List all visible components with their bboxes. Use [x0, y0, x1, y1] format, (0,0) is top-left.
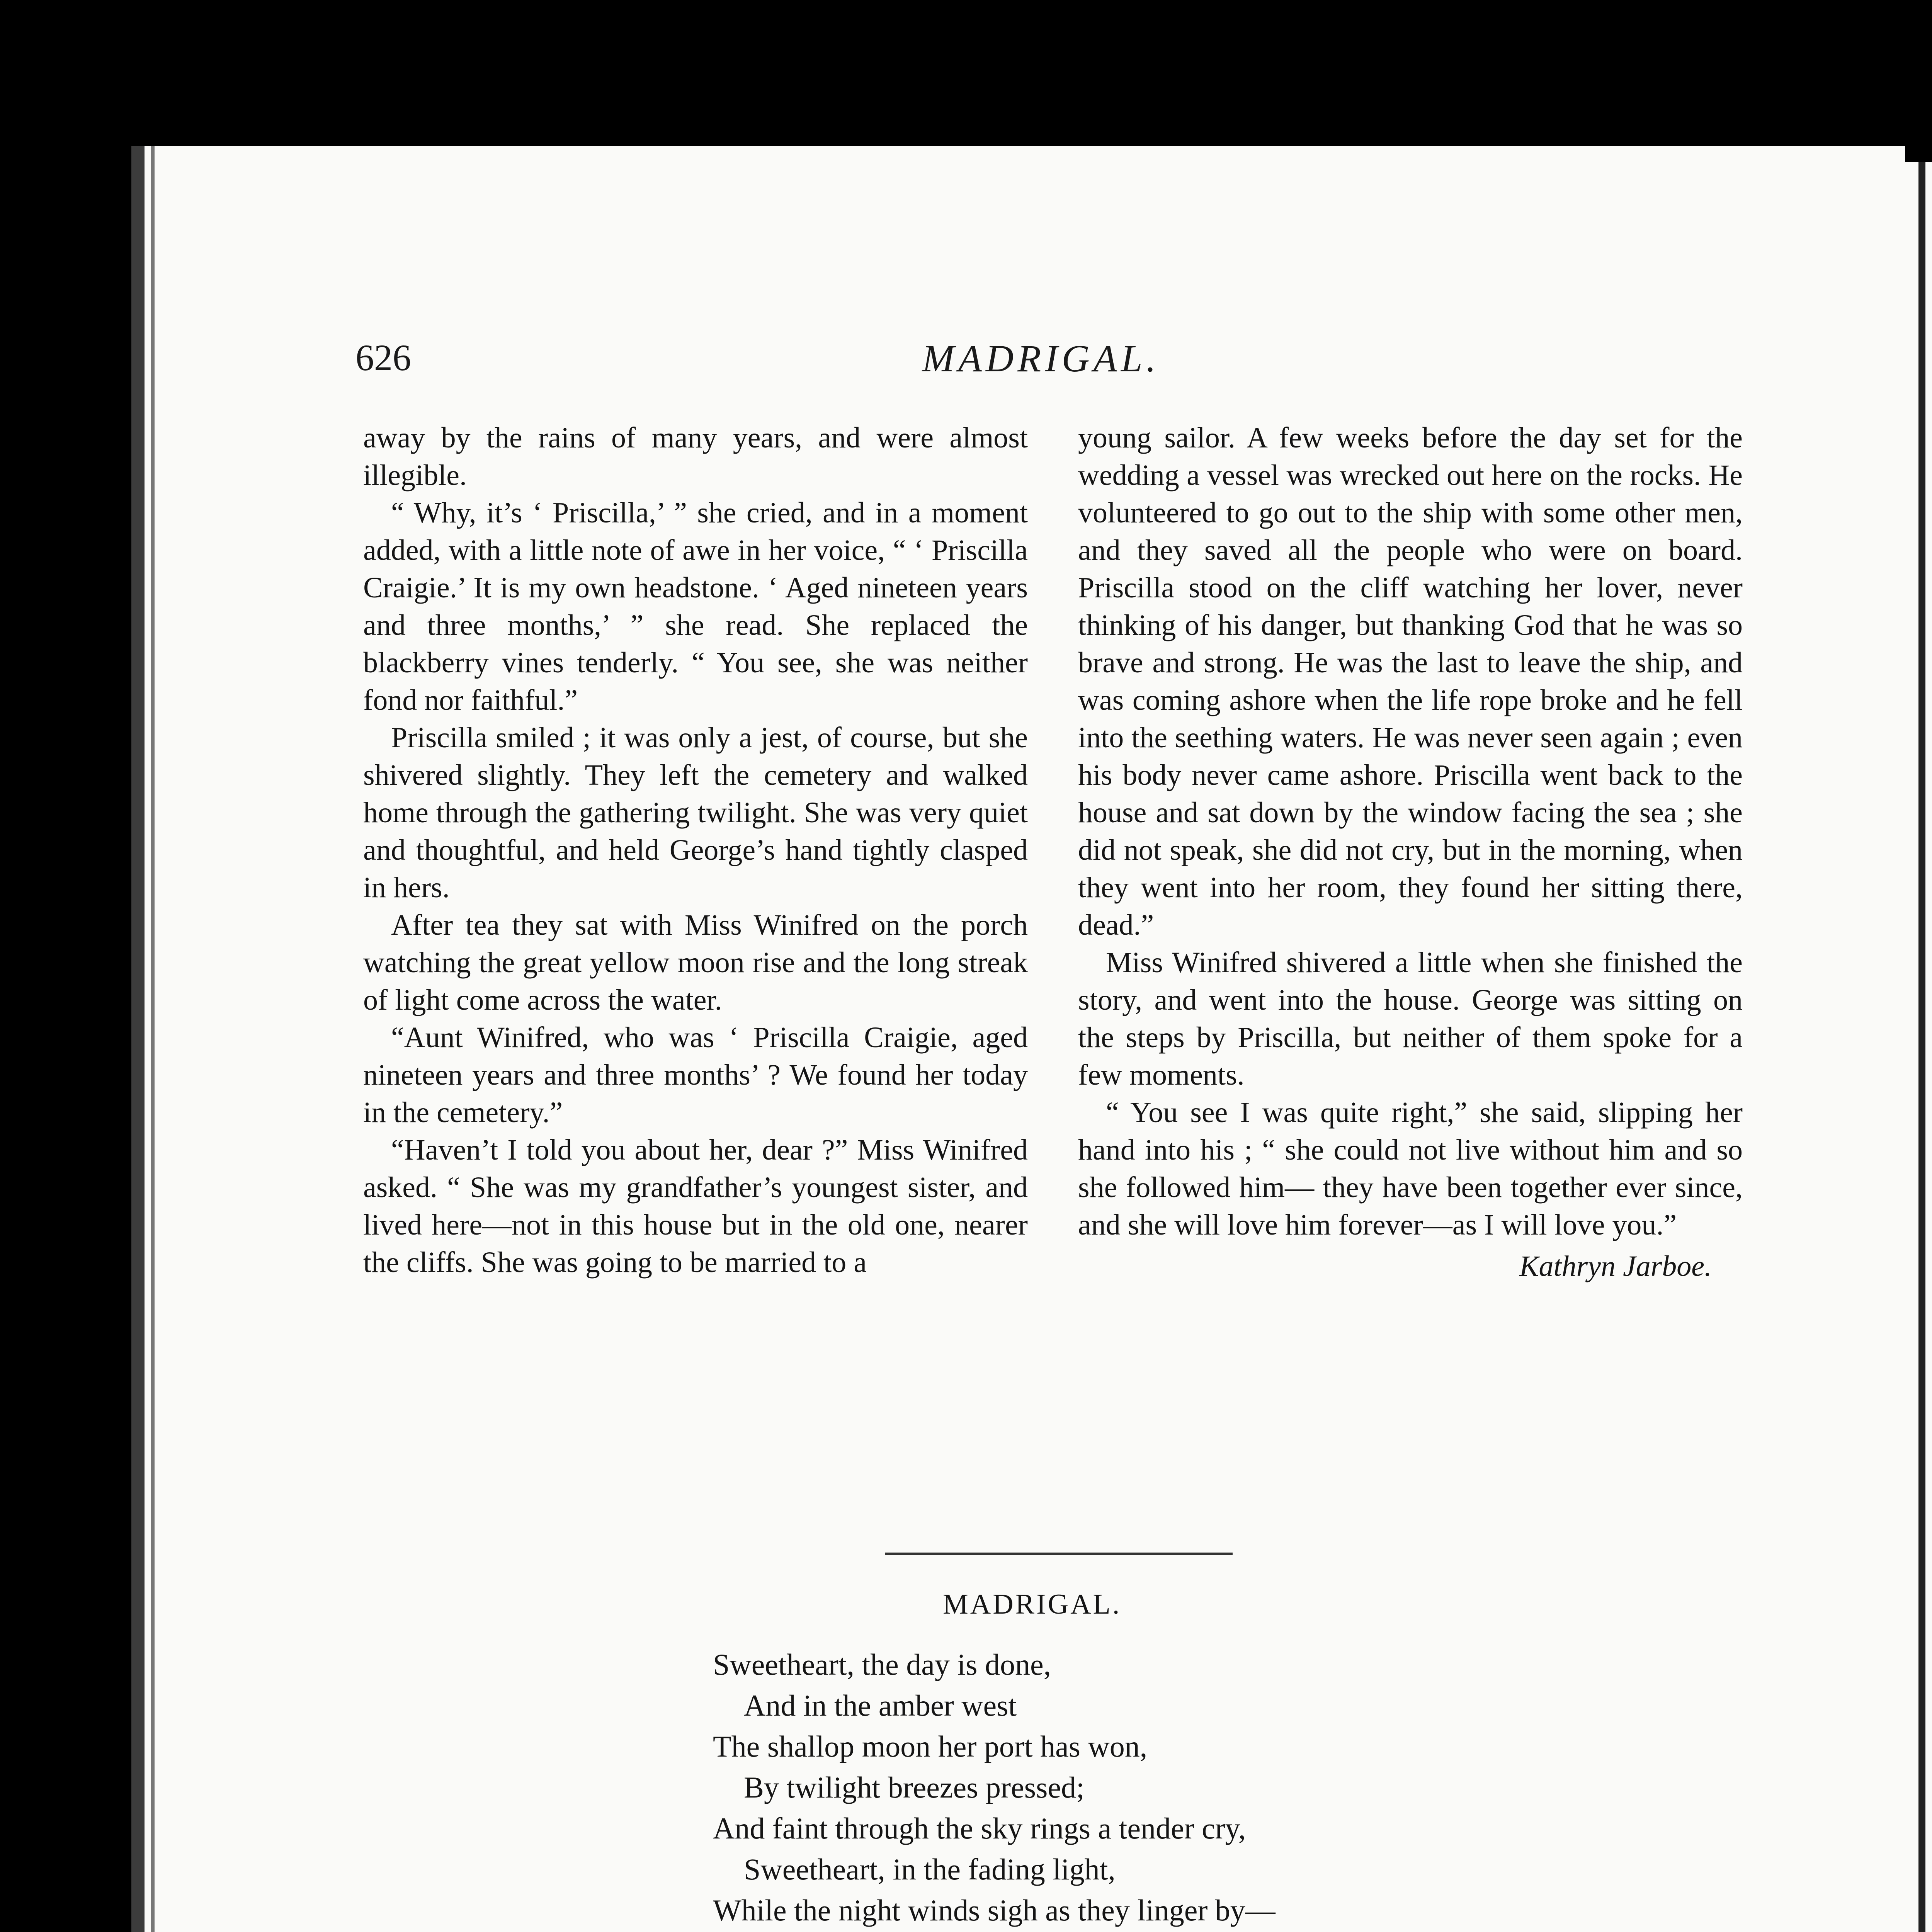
- book-spine-shadow: [131, 146, 145, 1932]
- story-paragraph: away by the rains of many years, and were almost illegible.: [363, 422, 1028, 492]
- poem-line: The shallop moon her port has won,: [713, 1730, 1148, 1763]
- story-column-right: [1078, 419, 1743, 1285]
- story-paragraph: “Haven’t I told you about her, dear ?” Miss Winifred asked. “ She was my grandfather’s youngest sister, and lived here—not in this house but in the old one, nearer the cliffs. She was going to be married to a: [363, 1134, 1028, 1279]
- poem-line: Sweetheart, the day is done,: [713, 1648, 1051, 1681]
- running-title: MADRIGAL.: [922, 337, 1160, 380]
- poem-stanza-1: [713, 1644, 1563, 1932]
- page-number: 626: [355, 337, 411, 378]
- story-paragraph: “ Why, it’s ‘ Priscilla,’ ” she cried, and in a moment added, with a little note of awe in her voice, “ ‘ Priscilla Craigie.’ It is my own headstone. ‘ Aged nineteen years and three months,’ ” she read. She replaced the blackberry vines tenderly. “ You see, she was neither fond nor faithful.”: [363, 497, 1028, 716]
- story-author: Kathryn Jarboe.: [1519, 1250, 1712, 1282]
- next-page-edge-line: [1918, 162, 1925, 1932]
- poem-line: And faint through the sky rings a tender cry,: [713, 1811, 1246, 1845]
- poem: [713, 1644, 1563, 1932]
- section-divider: [885, 1553, 1233, 1555]
- poem-title: MADRIGAL.: [943, 1588, 1122, 1620]
- book-spine-line: [151, 146, 155, 1932]
- story-paragraph: “Aunt Winifred, who was ‘ Priscilla Craigie, aged nineteen years and three months’ ? We found her today in the cemetery.”: [363, 1021, 1028, 1129]
- story-column-left: [363, 419, 1028, 1281]
- story-paragraph: young sailor. A few weeks before the day set for the wedding a vessel was wrecked out here on the rocks. He volunteered to go out to the ship with some other men, and they saved all the people who were on board. Priscilla stood on the cliff watching her lover, never thinking of his danger, but thanking God that he was so brave and strong. He was the last to leave the ship, and was coming ashore when the life rope broke and he fell into the seething waters. He was never seen again ; even his body never came ashore. Priscilla went back to the house and sat down by the window facing the sea ; she did not speak, she did not cry, but in the morning, when they went into her room, they found her sitting there, dead.”: [1078, 422, 1743, 941]
- story-paragraph: Priscilla smiled ; it was only a jest, of course, but she shivered slightly. They left the cemetery and walked home through the gathering twilight. She was very quiet and thoughtful, and held George’s hand tightly clasped in hers.: [363, 721, 1028, 904]
- poem-line: And in the amber west: [744, 1689, 1017, 1722]
- poem-line: By twilight breezes pressed;: [744, 1770, 1085, 1804]
- story-paragraph: “ You see I was quite right,” she said, slipping her hand into his ; “ she could not live without him and so she followed him— they have been together ever since, and she will love him forever—as I will love you.”: [1078, 1096, 1743, 1241]
- story-paragraph: Miss Winifred shivered a little when she finished the story, and went into the house. George was sitting on the steps by Priscilla, but neither of them spoke for a few moments.: [1078, 946, 1743, 1091]
- poem-line: Sweetheart, in the fading light,: [744, 1852, 1116, 1886]
- poem-line: While the night winds sigh as they linger by—: [713, 1893, 1276, 1927]
- story-paragraph: After tea they sat with Miss Winifred on the porch watching the great yellow moon rise and the long streak of light come across the water.: [363, 909, 1028, 1016]
- page-header: [0, 336, 1932, 390]
